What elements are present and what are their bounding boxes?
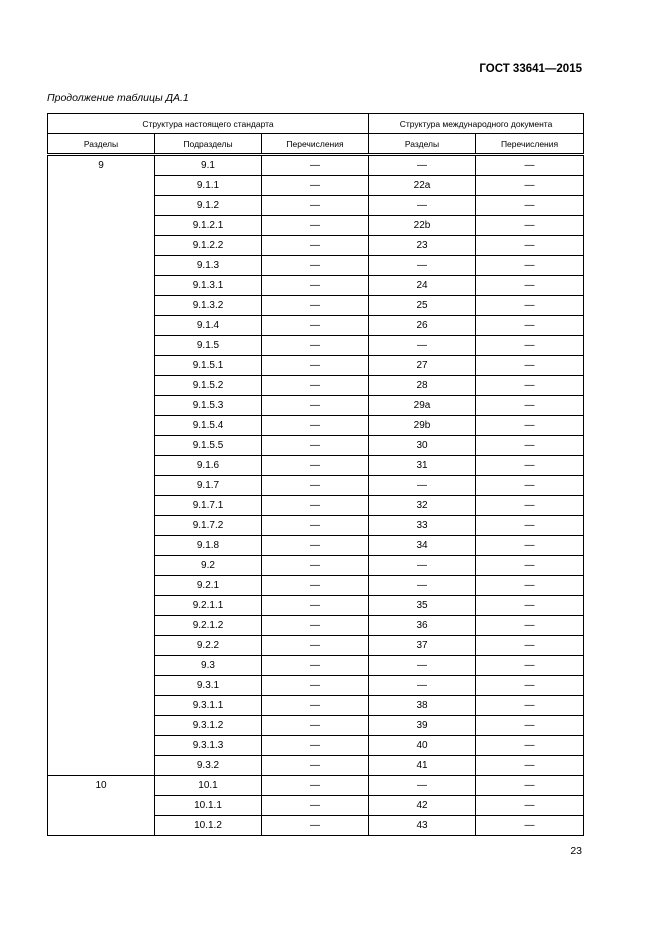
subsection-cell: 9.1: [155, 155, 262, 176]
intl-enumeration-cell: —: [476, 436, 584, 456]
intl-enumeration-cell: —: [476, 776, 584, 796]
intl-enumeration-cell: —: [476, 656, 584, 676]
subsection-cell: 9.1.3: [155, 256, 262, 276]
enumeration-cell: —: [262, 476, 369, 496]
enumeration-cell: —: [262, 336, 369, 356]
intl-enumeration-cell: —: [476, 576, 584, 596]
intl-section-cell: 36: [369, 616, 476, 636]
intl-enumeration-cell: —: [476, 796, 584, 816]
intl-section-cell: 32: [369, 496, 476, 516]
subsection-cell: 9.2.1.1: [155, 596, 262, 616]
intl-enumeration-cell: —: [476, 816, 584, 836]
enumeration-cell: —: [262, 736, 369, 756]
intl-section-cell: —: [369, 556, 476, 576]
enumeration-cell: —: [262, 776, 369, 796]
subsection-cell: 9.1.5.4: [155, 416, 262, 436]
table-body: [48, 155, 584, 836]
column-header: Подразделы: [155, 134, 262, 155]
enumeration-cell: —: [262, 296, 369, 316]
subsection-cell: 9.3.1.3: [155, 736, 262, 756]
intl-section-cell: 29a: [369, 396, 476, 416]
intl-section-cell: 27: [369, 356, 476, 376]
intl-section-cell: 31: [369, 456, 476, 476]
intl-section-cell: —: [369, 196, 476, 216]
enumeration-cell: —: [262, 456, 369, 476]
enumeration-cell: —: [262, 756, 369, 776]
subsection-cell: 9.1.2.1: [155, 216, 262, 236]
subsection-cell: 9.3.1: [155, 676, 262, 696]
column-header-row: [48, 134, 584, 155]
subsection-cell: 9.2: [155, 556, 262, 576]
intl-enumeration-cell: —: [476, 256, 584, 276]
intl-enumeration-cell: —: [476, 356, 584, 376]
table-row: [48, 155, 584, 176]
enumeration-cell: —: [262, 256, 369, 276]
intl-section-cell: 29b: [369, 416, 476, 436]
intl-section-cell: —: [369, 476, 476, 496]
intl-enumeration-cell: —: [476, 556, 584, 576]
column-header: Разделы: [48, 134, 155, 155]
enumeration-cell: —: [262, 176, 369, 196]
subsection-cell: 9.1.3.2: [155, 296, 262, 316]
enumeration-cell: —: [262, 496, 369, 516]
intl-enumeration-cell: —: [476, 536, 584, 556]
subsection-cell: 9.1.7.2: [155, 516, 262, 536]
enumeration-cell: —: [262, 316, 369, 336]
intl-section-cell: 25: [369, 296, 476, 316]
column-header: Перечисления: [476, 134, 584, 155]
enumeration-cell: —: [262, 356, 369, 376]
intl-enumeration-cell: —: [476, 416, 584, 436]
enumeration-cell: —: [262, 236, 369, 256]
enumeration-cell: —: [262, 656, 369, 676]
intl-enumeration-cell: —: [476, 716, 584, 736]
intl-section-cell: 22a: [369, 176, 476, 196]
intl-section-cell: —: [369, 336, 476, 356]
intl-enumeration-cell: —: [476, 736, 584, 756]
intl-section-cell: 28: [369, 376, 476, 396]
intl-section-cell: 23: [369, 236, 476, 256]
document-code: ГОСТ 33641—2015: [479, 63, 582, 75]
intl-enumeration-cell: —: [476, 756, 584, 776]
intl-enumeration-cell: —: [476, 616, 584, 636]
intl-enumeration-cell: —: [476, 636, 584, 656]
intl-section-cell: 26: [369, 316, 476, 336]
enumeration-cell: —: [262, 576, 369, 596]
subsection-cell: 9.1.3.1: [155, 276, 262, 296]
subsection-cell: 10.1.1: [155, 796, 262, 816]
enumeration-cell: —: [262, 796, 369, 816]
subsection-cell: 9.3.1.2: [155, 716, 262, 736]
enumeration-cell: —: [262, 696, 369, 716]
intl-section-cell: —: [369, 576, 476, 596]
intl-section-cell: 37: [369, 636, 476, 656]
enumeration-cell: —: [262, 616, 369, 636]
intl-section-cell: 38: [369, 696, 476, 716]
intl-enumeration-cell: —: [476, 155, 584, 176]
table-row: [48, 776, 584, 796]
intl-enumeration-cell: —: [476, 216, 584, 236]
subsection-cell: 9.1.7.1: [155, 496, 262, 516]
intl-enumeration-cell: —: [476, 296, 584, 316]
section-number-cell: 10: [48, 776, 155, 836]
subsection-cell: 9.1.2: [155, 196, 262, 216]
subsection-cell: 9.3: [155, 656, 262, 676]
enumeration-cell: —: [262, 216, 369, 236]
intl-enumeration-cell: —: [476, 696, 584, 716]
subsection-cell: 10.1: [155, 776, 262, 796]
intl-section-cell: 42: [369, 796, 476, 816]
intl-section-cell: 40: [369, 736, 476, 756]
column-header: Перечисления: [262, 134, 369, 155]
intl-section-cell: 43: [369, 816, 476, 836]
subsection-cell: 9.1.5: [155, 336, 262, 356]
intl-section-cell: 34: [369, 536, 476, 556]
intl-section-cell: 39: [369, 716, 476, 736]
table-caption: Продолжение таблицы ДА.1: [47, 92, 189, 104]
intl-section-cell: —: [369, 155, 476, 176]
enumeration-cell: —: [262, 436, 369, 456]
enumeration-cell: —: [262, 716, 369, 736]
subsection-cell: 9.1.4: [155, 316, 262, 336]
subsection-cell: 9.2.1: [155, 576, 262, 596]
subsection-cell: 9.1.6: [155, 456, 262, 476]
intl-section-cell: 24: [369, 276, 476, 296]
intl-enumeration-cell: —: [476, 196, 584, 216]
intl-section-cell: 22b: [369, 216, 476, 236]
subsection-cell: 9.1.8: [155, 536, 262, 556]
intl-enumeration-cell: —: [476, 476, 584, 496]
intl-enumeration-cell: —: [476, 456, 584, 476]
enumeration-cell: —: [262, 676, 369, 696]
enumeration-cell: —: [262, 536, 369, 556]
intl-section-cell: —: [369, 776, 476, 796]
intl-enumeration-cell: —: [476, 496, 584, 516]
intl-enumeration-cell: —: [476, 316, 584, 336]
subsection-cell: 9.3.1.1: [155, 696, 262, 716]
intl-section-cell: —: [369, 676, 476, 696]
enumeration-cell: —: [262, 376, 369, 396]
subsection-cell: 9.1.5.2: [155, 376, 262, 396]
subsection-cell: 9.1.5.3: [155, 396, 262, 416]
enumeration-cell: —: [262, 416, 369, 436]
subsection-cell: 9.2.1.2: [155, 616, 262, 636]
intl-enumeration-cell: —: [476, 336, 584, 356]
enumeration-cell: —: [262, 516, 369, 536]
intl-section-cell: 35: [369, 596, 476, 616]
subsection-cell: 9.1.5.1: [155, 356, 262, 376]
intl-enumeration-cell: —: [476, 276, 584, 296]
intl-section-cell: —: [369, 656, 476, 676]
page-number: 23: [570, 845, 582, 857]
subsection-cell: 9.2.2: [155, 636, 262, 656]
enumeration-cell: —: [262, 196, 369, 216]
intl-enumeration-cell: —: [476, 236, 584, 256]
enumeration-cell: —: [262, 636, 369, 656]
subsection-cell: 9.1.2.2: [155, 236, 262, 256]
correspondence-table: [47, 113, 584, 836]
subsection-cell: 9.3.2: [155, 756, 262, 776]
intl-enumeration-cell: —: [476, 676, 584, 696]
group-header-current-standard: Структура настоящего стандарта: [48, 114, 369, 134]
column-header: Разделы: [369, 134, 476, 155]
enumeration-cell: —: [262, 155, 369, 176]
intl-section-cell: 30: [369, 436, 476, 456]
subsection-cell: 9.1.1: [155, 176, 262, 196]
intl-section-cell: 41: [369, 756, 476, 776]
enumeration-cell: —: [262, 816, 369, 836]
subsection-cell: 10.1.2: [155, 816, 262, 836]
intl-section-cell: 33: [369, 516, 476, 536]
group-header-international-document: Структура международного документа: [369, 114, 584, 134]
enumeration-cell: —: [262, 396, 369, 416]
enumeration-cell: —: [262, 596, 369, 616]
intl-enumeration-cell: —: [476, 376, 584, 396]
intl-enumeration-cell: —: [476, 176, 584, 196]
intl-enumeration-cell: —: [476, 396, 584, 416]
subsection-cell: 9.1.5.5: [155, 436, 262, 456]
intl-enumeration-cell: —: [476, 516, 584, 536]
section-number-cell: 9: [48, 155, 155, 776]
enumeration-cell: —: [262, 556, 369, 576]
subsection-cell: 9.1.7: [155, 476, 262, 496]
intl-section-cell: —: [369, 256, 476, 276]
group-header-row: [48, 114, 584, 134]
enumeration-cell: —: [262, 276, 369, 296]
intl-enumeration-cell: —: [476, 596, 584, 616]
